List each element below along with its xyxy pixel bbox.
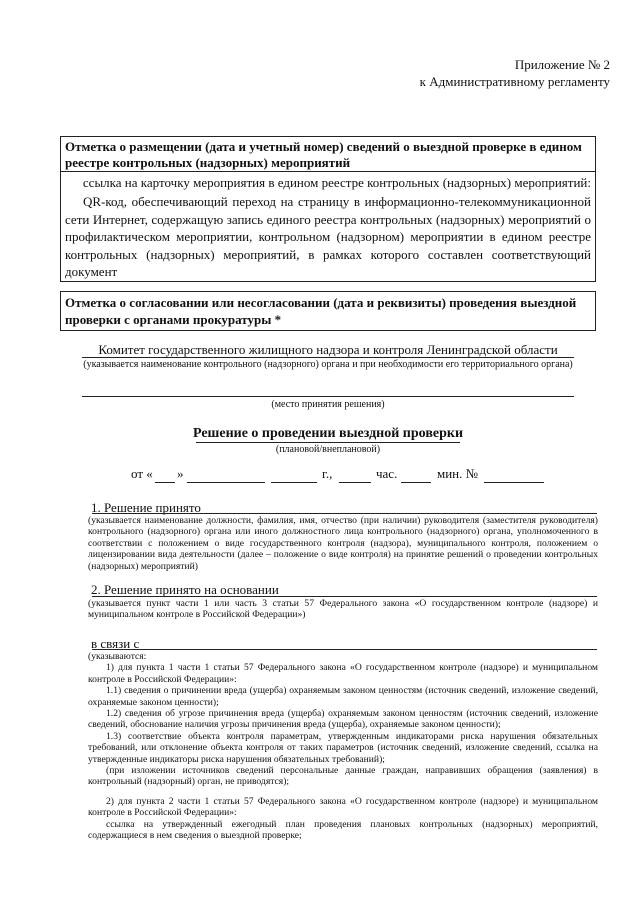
qr-code-description: QR-код, обеспечивающий переход на страницу в информационно-телекоммуникационной сети Интернет, содержащую запись единого реестра контрольных (надзорных) мероприятий о профилактическом мероприятии, контрольном (надзорном) мероприятии в едином реестре контрольных (надзорных) мероприятий, в рамках которого составлен соответствующий документ [65,194,591,279]
registry-mark-title: Отметка о размещении (дата и учетный номер) сведений о выездной проверке в едином реестре контрольных (надзорных) мероприятий [65,139,582,170]
section3-underline [92,649,597,650]
place-hint: (место принятия решения) [271,399,385,410]
section2-hint: (указывается пункт части 1 или часть 3 статьи 57 Федерального закона «О государственном контроле (надзоре) и муниципальном контроле в Российской Федерации») [88,598,598,621]
section3-p1-1: 1.1) сведения о причинении вреда (ущерба) охраняемым законом ценностям (источник сведений, изложение сведений, охраняемые законом ценности); [88,685,598,708]
date-from-label: от « [131,466,153,481]
date-line [0,465,640,485]
section3-body [88,651,598,842]
section3-heading: в связи с [91,636,140,651]
registry-link-box [60,172,596,282]
minute-field[interactable] [401,482,431,483]
section3-p2: 2) для пункта 2 части 1 статьи 57 Федерального закона «О государственном контроле (надзоре) и муниципальном контроле в Российской Федерации»: [88,795,598,819]
section2-underline [92,596,597,597]
registry-link-text: ссылка на карточку мероприятия в едином реестре контрольных (надзорных) мероприятий: [82,175,591,190]
decision-subtitle: (плановой/внеплановой) [275,444,381,455]
section3-p2-1: ссылка на утвержденный ежегодный план проведения плановых контрольных (надзорных) мероприятий, содержащиеся в нем сведения о выездной проверке; [88,818,598,842]
section2-heading: 2. Решение принято на основании [91,582,279,597]
year-field[interactable] [271,482,317,483]
section3-p1-3: 1.3) соответствие объекта контроля параметрам, утвержденным индикаторами риска нарушения обязательных требований, или отклонение объекта контроля от таких параметров (источник сведений, изложение сведений, ссылка на утвержденные индикаторы риска нарушения обязательных требований); [88,730,598,765]
hours-label: час. [376,466,398,481]
authority-name: Комитет государственного жилищного надзора и контроля Ленинградской области [98,342,558,357]
section1-heading: 1. Решение принято [91,500,201,515]
prosecutor-approval-title: Отметка о согласовании или несогласовании (дата и реквизиты) проведения выездной проверки с органами прокуратуры * [65,295,577,327]
section3-intro: (указываются: [88,651,147,662]
section1-underline [92,513,597,514]
decision-title-underline [196,442,460,443]
registry-mark-box [60,136,596,172]
appendix-header [270,56,610,90]
date-close-quote: » [177,466,184,481]
minutes-label: мин. № [437,466,479,481]
decision-title: Решение о проведении выездной проверки [192,426,464,441]
year-suffix: г., [322,466,333,481]
month-field[interactable] [187,482,265,483]
section3-p1-2: 1.2) сведения об угрозе причинения вреда (ущерба) охраняемым законом ценностям (источник сведений, изложение сведений, обоснование наличия угрозы причинения вреда (ущерба), охраняемые законом ценности); [88,708,598,731]
authority-hint: (указывается наименование контрольного (надзорного) органа и при необходимости его территориального органа) [83,359,573,370]
authority-block [80,342,576,358]
appendix-number: Приложение № 2 [514,57,610,72]
day-field[interactable] [155,482,175,483]
hour-field[interactable] [339,482,371,483]
appendix-reference: к Административному регламенту [419,74,610,89]
prosecutor-approval-box [60,291,596,331]
section3-p1: 1) для пункта 1 части 1 статьи 57 Федерального закона «О государственном контроле (надзоре) и муниципальном контроле в Российской Федерации»: [88,662,598,685]
authority-underline [82,357,574,358]
section3-p1-4: (при изложении источников сведений персональные данные граждан, направивших обращения (заявления) в контрольный (надзорный) орган, не приводятся); [88,765,598,788]
section1-hint: (указывается наименование должности, фамилия, имя, отчество (при наличии) руководителя (заместителя руководителя) контрольного (надзорного) органа или иного должностного лица контрольного (надзорного) органа, уполномоченного в соответствии с положением о виде государственного контроля (надзора), муниципального контроля, положением о лицензировании вида деятельности (далее – положение о виде контроля) на принятие решений о проведении контрольных (надзорных) мероприятий) [88,515,598,572]
place-underline [82,396,574,397]
number-field[interactable] [484,482,544,483]
